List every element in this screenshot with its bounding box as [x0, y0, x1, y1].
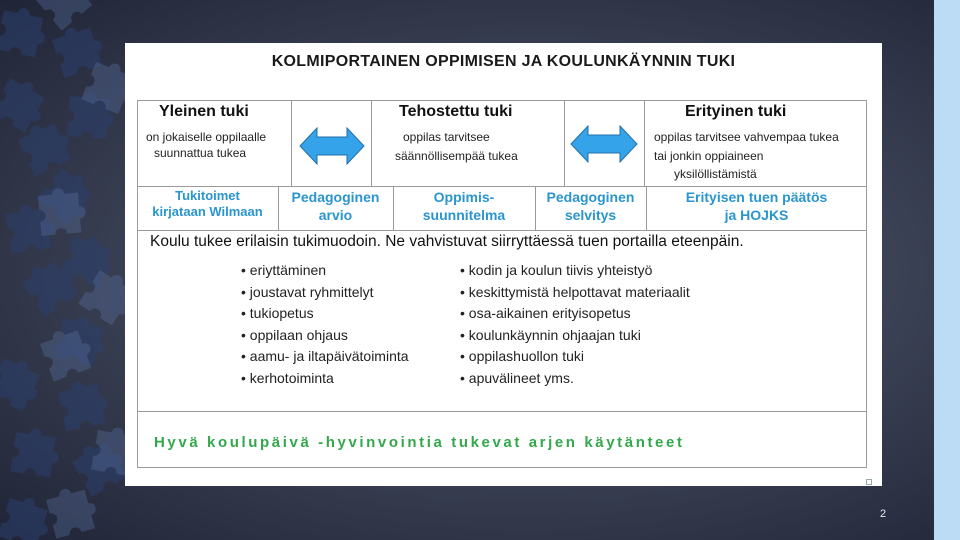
col-divider [291, 100, 292, 186]
table-border-bottom [137, 467, 867, 468]
list-item: • eriyttäminen [241, 262, 327, 278]
list-item: • apuvälineet yms. [460, 369, 574, 386]
doc-line: Pedagoginen [291, 189, 380, 205]
table-border-top [137, 100, 867, 101]
tier-desc-special-line: oppilas tarvitsee vahvempaa tukea [654, 130, 839, 144]
doc-special-support-decision [646, 188, 867, 224]
list-item: • joustavat ryhmittelyt [241, 283, 374, 300]
page-number: 2 [880, 508, 887, 520]
doc-pedagogical-statement [535, 188, 646, 224]
support-list-right [460, 260, 690, 390]
col-divider [564, 100, 565, 186]
tier-desc-general-line: on jokaiselle oppilaalle [146, 130, 267, 144]
tier-heading-special: Erityinen tuki [685, 103, 787, 120]
doc-line: selvitys [564, 207, 617, 223]
doc-line: arvio [318, 207, 353, 223]
doc-line: Oppimis- [433, 189, 495, 205]
tier-heading-intensified: Tehostettu tuki [399, 103, 513, 120]
row-divider-3 [137, 411, 867, 412]
list-item: • aamu- ja iltapäivätoiminta [241, 348, 409, 365]
doc-line: Erityisen tuen päätös [685, 189, 828, 205]
doc-line: ja HOJKS [724, 207, 789, 223]
tier-desc-special-line: yksilöllistämistä [674, 167, 757, 181]
doc-learning-plan [393, 188, 535, 224]
doc-line: kirjataan Wilmaan [152, 204, 263, 219]
doc-line: Pedagoginen [546, 189, 635, 205]
tier-desc-intensified-line: säännöllisempää tukea [395, 149, 518, 163]
list-item: • oppilaan ohjaus [241, 326, 348, 343]
list-item: • kodin ja koulun tiivis yhteistyö [460, 262, 653, 278]
doc-pedagogical-assessment [278, 188, 393, 224]
col-divider [371, 100, 372, 186]
doc-line: suunnitelma [422, 207, 506, 223]
doc-wilma [137, 188, 278, 220]
right-accent-strip [934, 0, 960, 540]
tier-heading-general: Yleinen tuki [159, 103, 249, 120]
row-divider-1 [137, 186, 867, 187]
support-table [137, 100, 867, 468]
double-arrow-icon [299, 127, 365, 165]
tier-desc-special-line: tai jonkin oppiaineen [654, 149, 764, 163]
slide-content [125, 43, 882, 486]
support-list-left [241, 260, 409, 390]
list-item: • oppilashuollon tuki [460, 348, 584, 365]
list-item: • keskittymistä helpottavat materiaalit [460, 283, 690, 300]
list-item: • koulunkäynnin ohjaajan tuki [460, 326, 641, 343]
list-item: • kerhotoiminta [241, 369, 334, 386]
slide-title: KOLMIPORTAINEN OPPIMISEN JA KOULUNKÄYNNIN TUKI [271, 53, 736, 70]
puzzle-pieces-icon [0, 0, 140, 540]
table-border-left [137, 100, 138, 468]
wellbeing-slogan: Hyvä koulupäivä -hyvinvointia tukevat arjen käytänteet [154, 434, 685, 451]
col-divider [644, 100, 645, 186]
row-divider-2 [137, 230, 867, 231]
doc-line: Tukitoimet [175, 188, 240, 203]
list-item: • osa-aikainen erityisopetus [460, 305, 631, 322]
list-item: • tukiopetus [241, 305, 314, 322]
resize-handle [866, 479, 872, 485]
tier-desc-general-line: suunnattua tukea [154, 146, 247, 160]
support-intro-text: Koulu tukee erilaisin tukimuodoin. Ne vahvistuvat siirryttäessä tuen portailla eteenpäin. [150, 233, 744, 250]
puzzle-background [0, 0, 140, 540]
table-border-right [866, 100, 867, 468]
double-arrow-icon [570, 125, 638, 163]
tier-desc-intensified-line: oppilas tarvitsee [403, 130, 490, 144]
